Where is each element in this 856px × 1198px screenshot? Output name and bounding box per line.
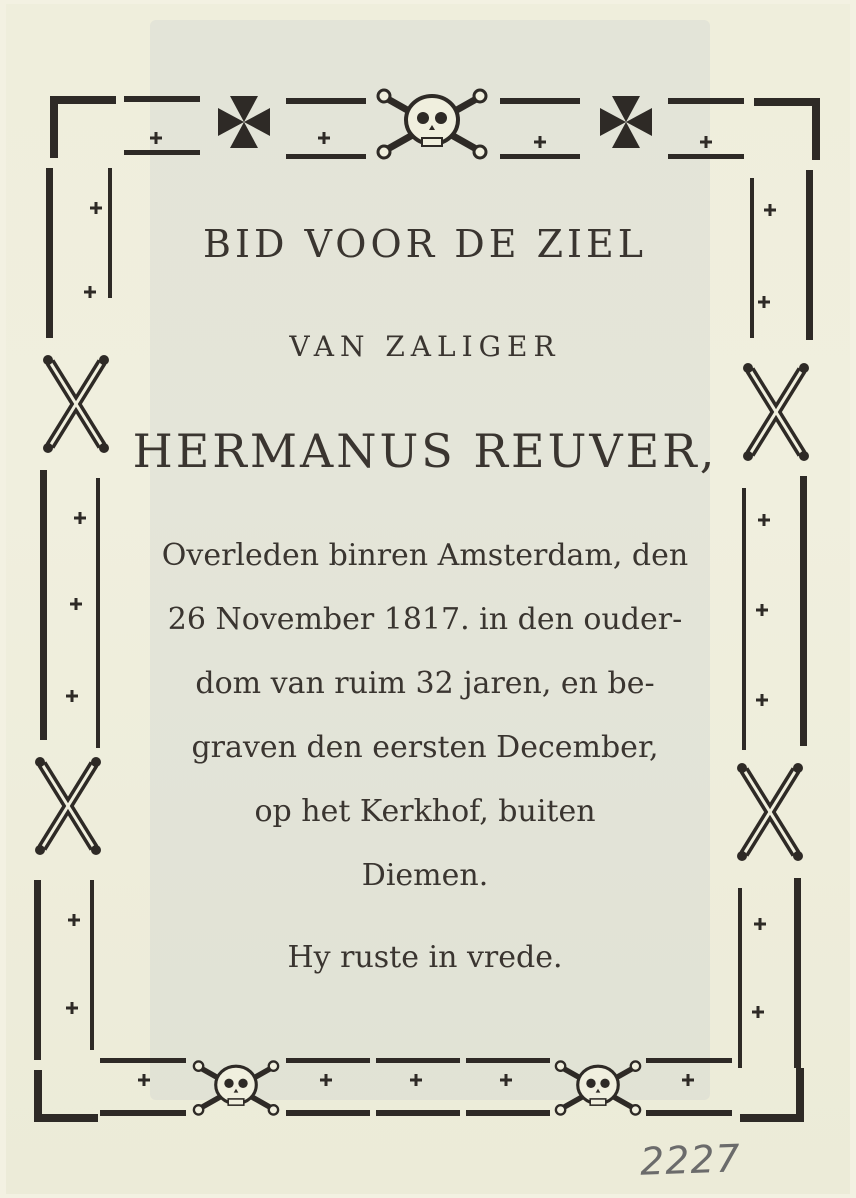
maltese-cross-icon — [218, 96, 270, 148]
closing-line: Hy ruste in vrede. — [287, 940, 563, 975]
skull-crossbones-icon — [194, 1061, 278, 1114]
crossed-bones-icon — [35, 757, 101, 855]
catalog-number: 2227 — [639, 1136, 742, 1184]
bottom-border — [34, 1058, 804, 1122]
body-line: op het Kerkhof, buiten — [254, 794, 596, 829]
skull-crossbones-icon — [378, 90, 486, 158]
heading-pray-for-soul: BID VOOR DE ZIEL — [203, 222, 647, 266]
body-line: dom van ruim 32 jaren, en be- — [195, 666, 655, 701]
crossed-bones-icon — [743, 363, 809, 461]
skull-crossbones-icon — [556, 1061, 640, 1114]
body-line: Diemen. — [361, 858, 489, 893]
body-line: 26 November 1817. in den ouder- — [167, 602, 683, 637]
maltese-cross-icon — [600, 96, 652, 148]
body-line: graven den eersten December, — [191, 730, 659, 765]
heading-of-the-late: VAN ZALIGER — [289, 330, 561, 363]
body-line: Overleden binren Amsterdam, den — [161, 538, 689, 573]
deceased-name: HERMANUS REUVER, — [132, 424, 718, 478]
